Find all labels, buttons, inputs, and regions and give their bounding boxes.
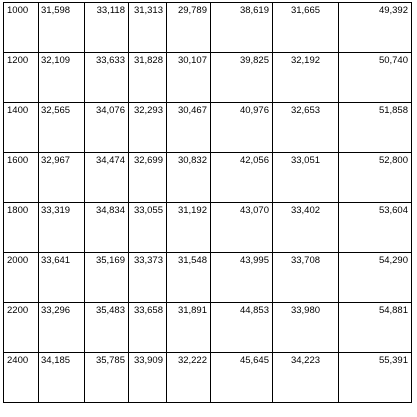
table-cell: [273, 353, 339, 403]
table-cell: [273, 103, 339, 153]
cell-value: 49,392: [378, 5, 408, 16]
table-cell: [167, 3, 211, 53]
row-header-cell: [4, 53, 39, 103]
cell-value: 1600: [7, 155, 29, 166]
table-cell: [39, 253, 85, 303]
cell-value: 45,645: [239, 355, 269, 366]
table-cell: [39, 103, 85, 153]
table-row: [4, 53, 412, 103]
cell-value: 32,653: [290, 105, 321, 116]
table-cell: [167, 153, 211, 203]
cell-value: 40,976: [239, 105, 269, 116]
table-cell: [39, 203, 85, 253]
cell-value: 32,109: [41, 55, 71, 66]
cell-value: 32,192: [290, 55, 321, 66]
cell-value: 33,051: [290, 155, 321, 166]
table-cell: [167, 303, 211, 353]
table-cell: [339, 3, 412, 53]
cell-value: 33,641: [41, 255, 71, 266]
table-cell: [129, 153, 167, 203]
cell-value: 34,223: [290, 355, 321, 366]
cell-value: 50,740: [378, 55, 408, 66]
table-cell: [39, 153, 85, 203]
table-cell: [211, 153, 273, 203]
table-cell: [339, 53, 412, 103]
table-cell: [273, 153, 339, 203]
table-cell: [85, 353, 129, 403]
table-cell: [339, 203, 412, 253]
table-cell: [39, 353, 85, 403]
cell-value: 32,293: [133, 105, 163, 116]
table-cell: [129, 53, 167, 103]
table-cell: [273, 203, 339, 253]
row-header-cell: [4, 153, 39, 203]
cell-value: 33,633: [95, 55, 125, 66]
table-cell: [129, 253, 167, 303]
cell-value: 2200: [7, 305, 29, 316]
table-cell: [339, 153, 412, 203]
table-cell: [129, 353, 167, 403]
row-header-cell: [4, 3, 39, 53]
cell-value: 33,373: [133, 255, 163, 266]
cell-value: 31,665: [290, 5, 321, 16]
table-cell: [129, 103, 167, 153]
table-cell: [273, 303, 339, 353]
cell-value: 31,192: [177, 205, 207, 216]
table-cell: [85, 303, 129, 353]
table-cell: [39, 3, 85, 53]
cell-value: 53,604: [378, 205, 408, 216]
table-cell: [339, 103, 412, 153]
table-row: [4, 253, 412, 303]
cell-value: 35,169: [95, 255, 125, 266]
table-cell: [211, 303, 273, 353]
table-row: [4, 3, 412, 53]
table-cell: [85, 203, 129, 253]
table-cell: [167, 103, 211, 153]
table-cell: [167, 353, 211, 403]
table-cell: [211, 3, 273, 53]
cell-value: 34,076: [95, 105, 125, 116]
table-row: [4, 153, 412, 203]
table-cell: [211, 53, 273, 103]
cell-value: 52,800: [378, 155, 408, 166]
cell-value: 33,296: [41, 305, 71, 316]
table-cell: [273, 253, 339, 303]
cell-value: 33,708: [290, 255, 321, 266]
cell-value: 54,881: [378, 305, 408, 316]
row-header-cell: [4, 303, 39, 353]
cell-value: 33,319: [41, 205, 71, 216]
cell-value: 1000: [7, 5, 29, 16]
cell-value: 32,222: [177, 355, 207, 366]
table-row: [4, 103, 412, 153]
cell-value: 54,290: [378, 255, 408, 266]
cell-value: 2000: [7, 255, 29, 266]
table-cell: [85, 153, 129, 203]
cell-value: 30,467: [177, 105, 207, 116]
table-cell: [211, 203, 273, 253]
row-header-cell: [4, 103, 39, 153]
cell-value: 33,909: [133, 355, 163, 366]
table-row: [4, 353, 412, 403]
table-cell: [273, 3, 339, 53]
cell-value: 31,313: [133, 5, 163, 16]
data-table: [3, 2, 412, 403]
row-header-cell: [4, 203, 39, 253]
cell-value: 42,056: [239, 155, 269, 166]
table-row: [4, 303, 412, 353]
table-cell: [167, 53, 211, 103]
cell-value: 35,785: [95, 355, 125, 366]
table-cell: [339, 353, 412, 403]
cell-value: 32,565: [41, 105, 71, 116]
table-cell: [167, 253, 211, 303]
cell-value: 51,858: [378, 105, 408, 116]
cell-value: 34,834: [95, 205, 125, 216]
table-body: [4, 3, 412, 403]
table-cell: [211, 103, 273, 153]
table-cell: [167, 203, 211, 253]
cell-value: 39,825: [239, 55, 269, 66]
cell-value: 1800: [7, 205, 29, 216]
cell-value: 32,699: [133, 155, 163, 166]
cell-value: 29,789: [177, 5, 207, 16]
cell-value: 2400: [7, 355, 29, 366]
cell-value: 1400: [7, 105, 29, 116]
cell-value: 33,980: [290, 305, 321, 316]
table-cell: [273, 53, 339, 103]
cell-value: 32,967: [41, 155, 71, 166]
cell-value: 31,598: [41, 5, 71, 16]
table-cell: [129, 3, 167, 53]
table-cell: [129, 303, 167, 353]
table-cell: [39, 303, 85, 353]
row-header-cell: [4, 353, 39, 403]
cell-value: 1200: [7, 55, 29, 66]
cell-value: 30,832: [177, 155, 207, 166]
table-cell: [339, 253, 412, 303]
cell-value: 43,070: [239, 205, 269, 216]
table-cell: [85, 53, 129, 103]
cell-value: 44,853: [239, 305, 269, 316]
cell-value: 33,118: [96, 5, 125, 16]
cell-value: 31,828: [133, 55, 163, 66]
cell-value: 33,055: [133, 205, 163, 216]
table-cell: [211, 353, 273, 403]
table-cell: [85, 103, 129, 153]
cell-value: 35,483: [95, 305, 125, 316]
table-cell: [211, 253, 273, 303]
cell-value: 43,995: [239, 255, 269, 266]
cell-value: 30,107: [177, 55, 207, 66]
cell-value: 55,391: [378, 355, 408, 366]
table-cell: [339, 303, 412, 353]
cell-value: 31,891: [177, 305, 207, 316]
table-row: [4, 203, 412, 253]
cell-value: 33,402: [290, 205, 321, 216]
table-cell: [85, 3, 129, 53]
table-cell: [85, 253, 129, 303]
cell-value: 34,474: [95, 155, 125, 166]
row-header-cell: [4, 253, 39, 303]
cell-value: 33,658: [133, 305, 163, 316]
table-cell: [39, 53, 85, 103]
cell-value: 38,619: [239, 5, 269, 16]
cell-value: 34,185: [41, 355, 71, 366]
cell-value: 31,548: [177, 255, 207, 266]
table-cell: [129, 203, 167, 253]
